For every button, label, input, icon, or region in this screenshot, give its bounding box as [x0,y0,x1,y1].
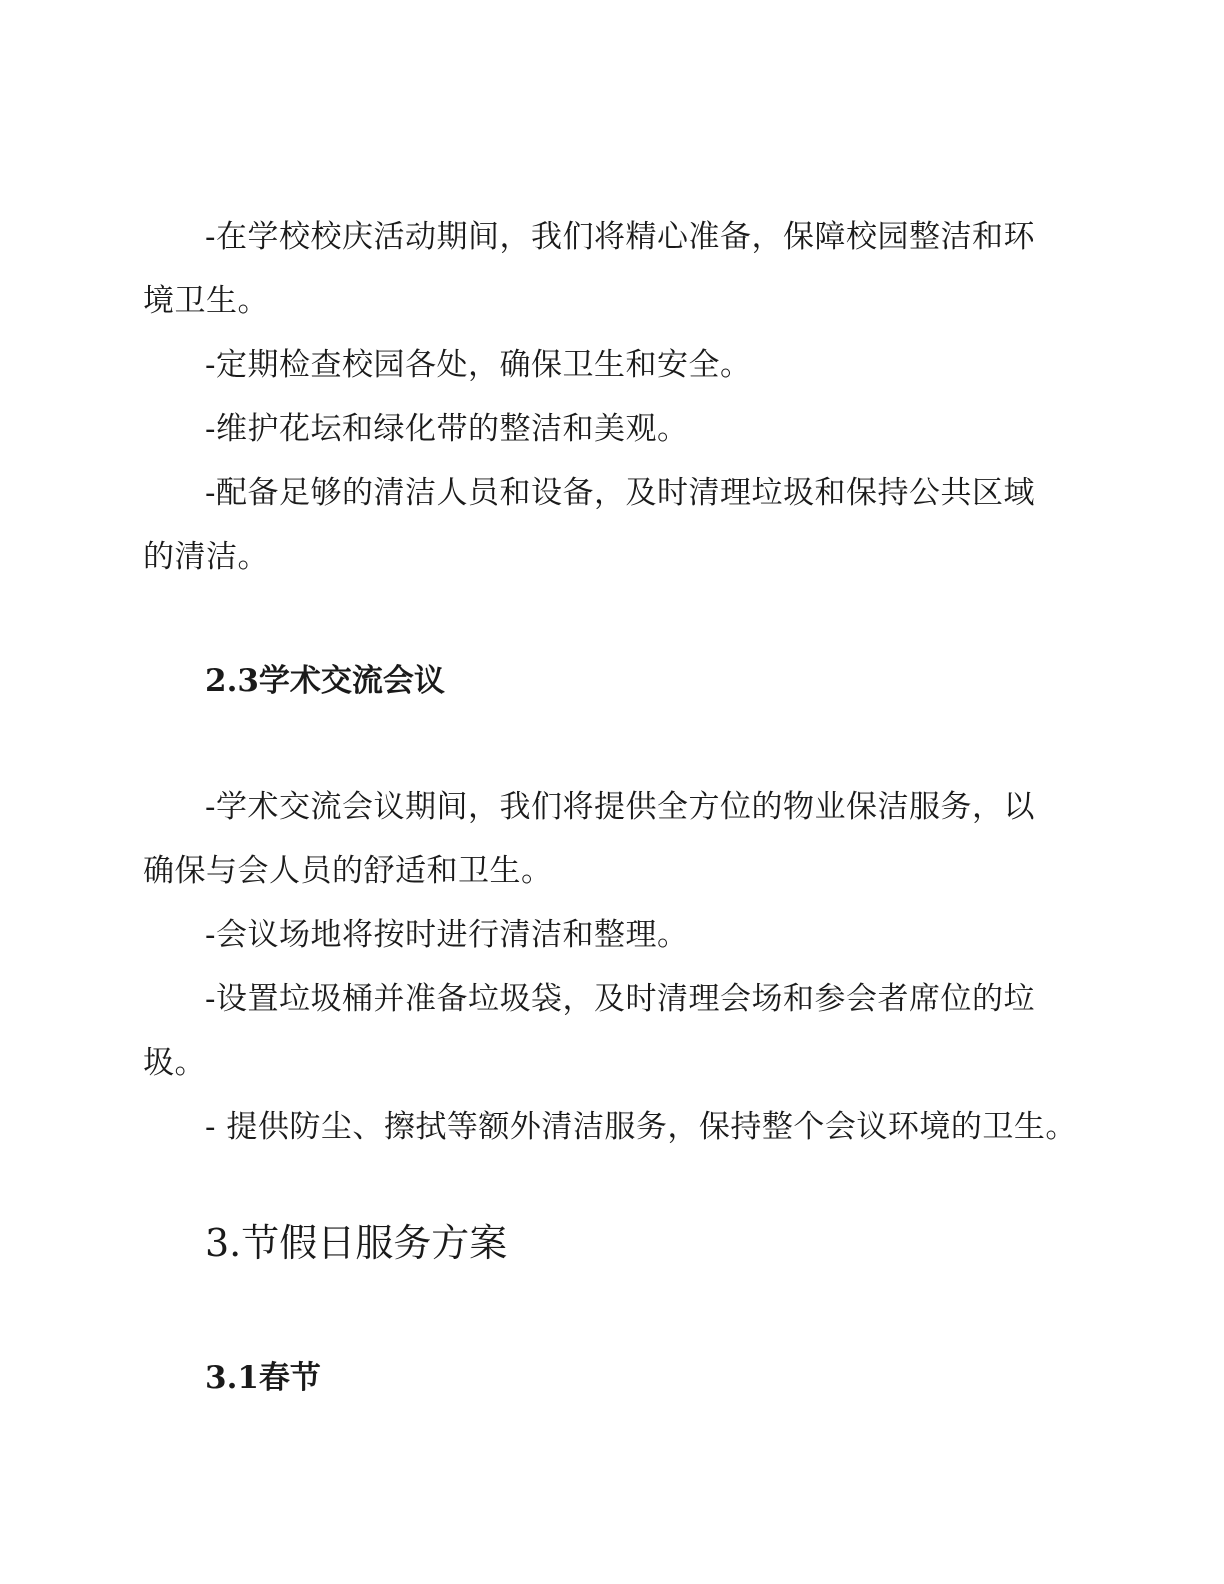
section-heading-3-1: 3.1春节 [205,1360,321,1396]
paragraph-extra-cleaning: - 提供防尘、擦拭等额外清洁服务，保持整个会议环境的卫生。 [205,1109,1077,1145]
paragraph-venue-cleaning: -会议场地将按时进行清洁和整理。 [205,917,689,953]
paragraph-inspection: -定期检查校园各处，确保卫生和安全。 [205,347,752,383]
paragraph-staffing: -配备足够的清洁人员和设备，及时清理垃圾和保持公共区域的清洁。 [143,475,1035,575]
paragraph-anniversary: -在学校校庆活动期间，我们将精心准备，保障校园整洁和环境卫生。 [143,219,1035,319]
paragraph-greenery: -维护花坛和绿化带的整洁和美观。 [205,411,689,447]
paragraph-conference-service: -学术交流会议期间，我们将提供全方位的物业保洁服务，以确保与会人员的舒适和卫生。 [143,789,1035,889]
section-heading-3: 3.节假日服务方案 [205,1221,508,1265]
paragraph-trash-bins: -设置垃圾桶并准备垃圾袋，及时清理会场和参会者席位的垃圾。 [143,981,1035,1081]
section-heading-2-3: 2.3学术交流会议 [205,663,445,699]
